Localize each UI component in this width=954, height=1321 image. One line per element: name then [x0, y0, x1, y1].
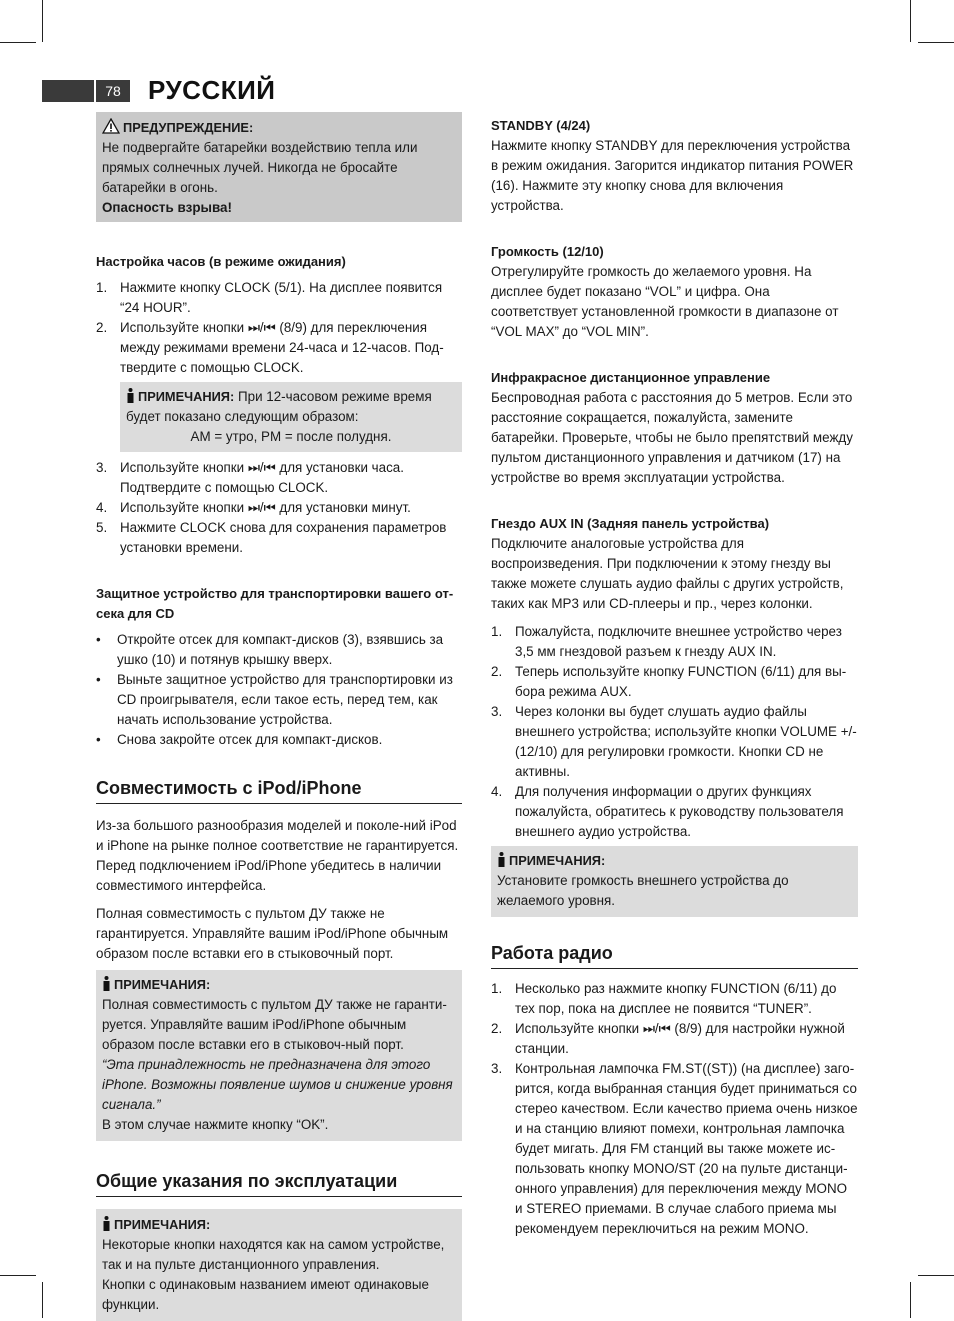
list-item: 2. Используйте кнопки ⏭/⏮ (8/9) для настройки нужной станции.: [491, 1021, 845, 1056]
radio-steps: [491, 979, 858, 1239]
list-item: 2. Используйте кнопки ⏭/⏮ (8/9) для переключения между режимами времени 24-часа и 12-часов. Подтвердите с помощью CLOCK.: [96, 320, 444, 375]
clock-steps: [96, 278, 462, 378]
left-column: [96, 112, 462, 1321]
warning-bold-text: Опасность взрыва!: [102, 200, 232, 215]
note-italic-text: “Эта принадлежность не предназначена для этого iPhone. Возможны появление шумов и снижение уровня сигнала.”: [102, 1057, 453, 1112]
info-icon: [102, 1216, 111, 1231]
crop-mark: [918, 42, 954, 43]
crop-mark: [910, 1282, 911, 1318]
list-item: 1. Несколько раз нажмите кнопку FUNCTION (6/11) до тех пор, пока на дисплее не появится “TUNER”.: [491, 981, 837, 1016]
clock-title: Настройка часов (в режиме ожидания): [96, 254, 346, 269]
note-text-1: Некоторые кнопки находятся как на самом устройстве, так и на пульте дистанционного управления.: [102, 1237, 445, 1272]
warning-box: [96, 112, 462, 222]
ipod-heading: Совместимость с iPod/iPhone: [96, 776, 462, 804]
note-text: Полная совместимость с пультом ДУ также не гарантируется. Управляйте вашим iPod/iPhone обычным образом после вставки его в стыковоч-ный порт.: [102, 997, 447, 1052]
clock-steps-2: [96, 458, 462, 558]
standby-text: Нажмите кнопку STANDBY для переключения устройства в режим ожидания. Загорится индикатор питания POWER (16). Нажмите эту кнопку снова для включения устройства.: [491, 138, 854, 213]
transport-bullets: [96, 630, 462, 750]
standby-title: STANDBY (4/24): [491, 118, 591, 133]
ir-title: Инфракрасное дистанционное управление: [491, 370, 771, 385]
list-item: 5. Нажмите CLOCK снова для сохранения параметров установки времени.: [96, 520, 447, 555]
ipod-paragraph-1: Из-за большого разнообразия моделей и поколе-ний iPod и iPhone на рынке полное соответствие не гарантируется. Перед подключением iPod/iPhone убедитесь в наличии совместимого интерфейса.: [96, 818, 459, 893]
list-item: 4. Для получения информации о других функциях пожалуйста, обратитесь к руководству пользователя внешнего аудио устройства.: [491, 784, 844, 839]
warning-title: ПРЕДУПРЕЖДЕНИЕ:: [123, 120, 254, 135]
list-item: 3. Используйте кнопки ⏭/⏮ для установки часа. Подтвердите с помощью CLOCK.: [96, 460, 404, 495]
list-item: • Откройте отсек для компакт-дисков (3), взявшись за ушко (10) и потянув крышку вверх.: [96, 632, 444, 667]
list-item: 4. Используйте кнопки ⏭/⏮ для установки минут.: [96, 500, 411, 515]
language-title: РУССКИЙ: [148, 75, 276, 105]
crop-mark: [910, 0, 911, 42]
crop-mark: [0, 1275, 36, 1276]
info-icon: [497, 852, 506, 867]
note-text: Установите громкость внешнего устройства до желаемого уровня.: [497, 873, 789, 908]
crop-mark: [918, 1275, 954, 1276]
list-item: 2. Теперь используйте кнопку FUNCTION (6/11) для выбора режима AUX.: [491, 664, 847, 699]
info-icon: [102, 976, 111, 991]
warning-text: Не подвергайте батарейки воздействию тепла или прямых солнечных лучей. Никогда не бросайте батарейки в огонь.: [102, 140, 418, 195]
ipod-note-box: [96, 970, 462, 1141]
crop-mark: [42, 0, 43, 42]
page-number: 78: [96, 80, 130, 102]
note-title: ПРИМЕЧАНИЯ:: [509, 853, 606, 868]
list-item: 1. Пожалуйста, подключите внешнее устройство через 3,5 мм гнездовой разъем к гнезду AUX IN.: [491, 624, 842, 659]
volume-text: Отрегулируйте громкость до желаемого уровня. На дисплее будет показано “VOL” и цифра. Она соответствует установленной громкости в диапазоне от “VOL MAX” до “VOL MIN”.: [491, 264, 839, 339]
note-text: При 12-часовом режиме время будет показано следующим образом:: [126, 389, 432, 424]
aux-title: Гнездо AUX IN (Задняя панель устройства): [491, 516, 770, 531]
right-column: [491, 112, 858, 1239]
header-bar: [42, 80, 94, 102]
info-icon: [126, 388, 135, 403]
ir-text: Беспроводная работа с расстояния до 5 метров. Если это расстояние сокращается, пожалуйста, замените батарейки. Проверьте, чтобы не было препятствий между пультом дистанционного управления и датчиком (17) на устройстве во время эксплуатации устройства.: [491, 390, 853, 485]
list-item: • Снова закройте отсек для компакт-дисков.: [96, 732, 383, 747]
list-item: 3. Через колонки вы будет слушать аудио файлы внешнего устройства; используйте кнопки VOLUME +/- (12/10) для регулировки громкости. Кнопки CD не активны.: [491, 704, 857, 779]
volume-title: Громкость (12/10): [491, 244, 604, 259]
note-text-2: Кнопки с одинаковым названием имеют одинаковые функции.: [102, 1277, 429, 1312]
note-title: ПРИМЕЧАНИЯ:: [114, 977, 211, 992]
transport-title: Защитное устройство для транспортировки вашего отсека для CD: [96, 586, 454, 621]
note-after-text: В этом случае нажмите кнопку “OK”.: [102, 1117, 329, 1132]
list-item: • Выньте защитное устройство для транспортировки из CD проигрывателя, если такое есть, перед тем, как начать использование устройства.: [96, 672, 453, 727]
crop-mark: [42, 1282, 43, 1318]
note-title: ПРИМЕЧАНИЯ:: [114, 1217, 211, 1232]
crop-mark: [0, 42, 36, 43]
note-center-text: AM = утро, PM = после полудня.: [190, 429, 392, 444]
aux-steps: [491, 622, 858, 842]
general-heading: Общие указания по эксплуатации: [96, 1169, 462, 1197]
clock-note-box: [120, 382, 462, 452]
general-note-box: [96, 1209, 462, 1321]
list-item: 1. Нажмите кнопку CLOCK (5/1). На дисплее появится “24 HOUR”.: [96, 280, 443, 315]
aux-text: Подключите аналоговые устройства для воспроизведения. При подключении к этому гнезду вы также можете слушать аудио файлы с других устройств, таких как MP3 или CD-плееры и пр., через колонки.: [491, 536, 844, 611]
ipod-paragraph-2: Полная совместимость с пультом ДУ также не гарантируется. Управляйте вашим iPod/iPhone обычным образом после вставки его в стыковочный порт.: [96, 906, 449, 961]
list-item: 3. Контрольная лампочка FM.ST((ST)) (на дисплее) загорится, когда выбранная станция будет приниматься со стерео качеством. Если качество приема очень низкое и на станцию влияют помехи, контрольная лампочка будет мигать. Для FM станций вы также можете использовать кнопку MONO/ST (20 на пульте дистанционного управления) для переключения между MONO и STEREO приемами. В случае слабого приема мы рекомендуем переключиться на режим MONO.: [491, 1061, 858, 1236]
aux-note-box: [491, 846, 858, 917]
warning-triangle-icon: [102, 118, 120, 134]
note-title: ПРИМЕЧАНИЯ:: [138, 389, 235, 404]
radio-heading: Работа радио: [491, 941, 858, 969]
